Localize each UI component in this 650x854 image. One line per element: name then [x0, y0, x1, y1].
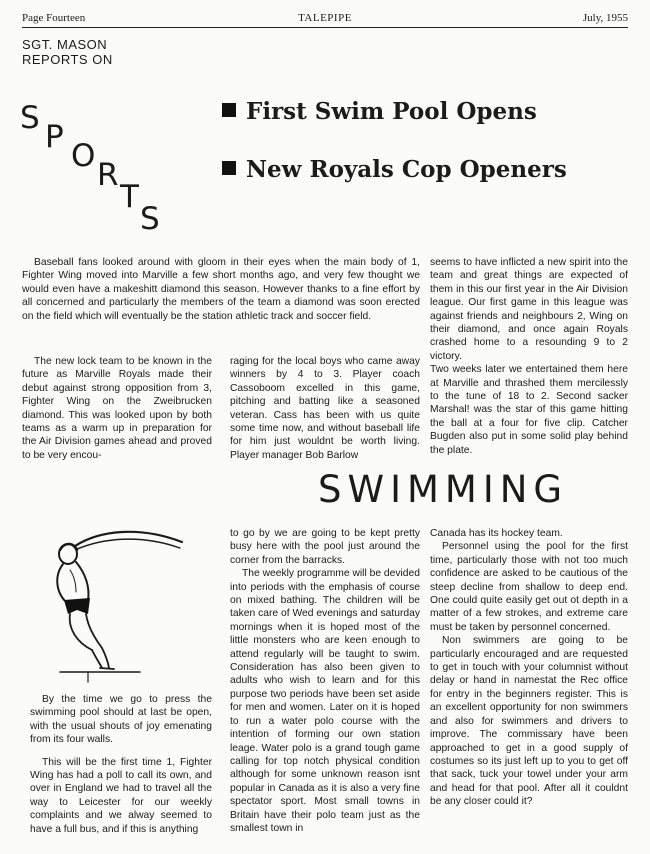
sports-letter: S	[140, 201, 160, 237]
swimming-column-2	[230, 527, 420, 844]
swimming-column-1	[30, 693, 212, 845]
sports-letter: R	[97, 157, 119, 193]
issue-date: July, 1955	[582, 12, 628, 24]
headline-text: New Royals Cop Openers	[246, 156, 567, 183]
paragraph: Canada has its hockey team.	[430, 528, 563, 539]
baseball-column-1	[22, 355, 212, 471]
intro-article	[22, 256, 420, 332]
square-bullet-icon	[222, 161, 236, 175]
headline-text: First Swim Pool Opens	[246, 98, 537, 125]
byline-line: REPORTS ON	[22, 52, 113, 67]
paragraph: By the time we go to press the swimming pool should at last be open, with the usual shouts of joy emenating from its four walls.	[30, 694, 212, 746]
paragraph: Personnel using the pool for the first time, particularly those with not too much confidence are asked to be cautious of the steep decline from shallow to deep end. One could quite easily get out ot depth in a matter of a few strokes, and extreme care must be taken by personnel concerned.	[430, 541, 628, 633]
swimming-column-3	[430, 527, 628, 818]
sports-letter: T	[120, 179, 139, 215]
section-title: SWIMMING	[318, 468, 569, 511]
headline	[222, 98, 537, 125]
paragraph: Two weeks later we entertained them here at Marville and thrashed them mercilessly to the tune of 18 to 2. Second sacker Marshal! was the star of this game hitting the ball at a four for five clip. Catcher Bugden also put in some solid play behind the plate.	[430, 364, 628, 456]
diver-illustration	[30, 518, 190, 683]
paragraph: raging for the local boys who came away winners by 4 to 3. Player coach Cassoboom excelled in this game, pitching and batting like a seasoned veteran. Cass has been with us quite some time now, and without baseball life for him just wouldnt be worth living. Player manager Bob Barlow	[230, 356, 420, 461]
paragraph: Baseball fans looked around with gloom in their eyes when the main body of 1, Fighter Wing moved into Marville a few short months ago, and very few thought we would even have a makeshitt diamond this season. However thanks to a fine effort by all concerned and particularly the members of the team a diamond was soon erected on the field which will eventually be the station athletic track and soccer field.	[22, 257, 420, 322]
sports-letter: O	[71, 138, 96, 174]
sports-letter: P	[45, 119, 64, 155]
paragraph: The weekly programme will be devided into periods with the emphasis of course on mixed bathing. The children will be taken care of Wed evenings and saturday mornings when it is hoped most of the little monsters who are keen enough to attend regularly will be taught to swim. Consideration has also been given to adults who wish to learn and for this purpose two periods have been set aside for men and women. Later on it is hoped to run a water polo course with the intention of forming our own station leage. Water polo is a grand tough game calling for top notch physical condition although for some unknown reason isnt popular in Canada as it is also a very fine spectator sport. Most small towns in Britain have their polo team just as the smallest town in	[230, 568, 420, 834]
page-number: Page Fourteen	[22, 12, 86, 24]
sports-letter: S	[20, 100, 40, 136]
headline	[222, 156, 567, 183]
square-bullet-icon	[222, 103, 236, 117]
byline-line: SGT. MASON	[22, 37, 108, 52]
paragraph: The new lock team to be known in the future as Marville Royals made their debut against strong opposition from 3, Fighter Wing on the Zweibrucken diamond. This was looked upon by both teams as a warm up in preparation for the Air Division games ahead and proved to be very encou-	[22, 356, 212, 461]
byline	[22, 37, 113, 67]
paragraph: This will be the first time 1, Fighter Wing has had a poll to call its own, and over in England we had to travel all the way to Leicester for our weekly complaints and we alway seemed to have a full bus, and if this is anything	[30, 756, 212, 835]
publication-name: TALEPIPE	[298, 12, 352, 24]
baseball-column-2	[230, 355, 420, 471]
header-rule	[22, 27, 628, 28]
paragraph: to go by we are going to be kept pretty busy here with the pool just around the corner from the barracks.	[230, 528, 420, 566]
baseball-column-3	[430, 256, 628, 466]
paragraph: Non swimmers are going to be particularly encouraged and are requested to get in touch with your columnist without delay or hand in namestat the Rec office for entry in the beginners register. This is an excellent opportunity for non swimmers and also for swimmers and drivers to improve. The commissary have been approached to get in a good supply of costumes so its just left up to you to get off that sack, tuck your towel under your arm and head for that pool. After all it couldnt be any closer could it?	[430, 635, 628, 808]
paragraph: seems to have inflicted a new spirit into the team and great things are expected of them in this our first year in the Air Division league. Our first game in this league was against friends and neighbours 2, Wing on their diamond, and once again Royals crashed home to a resounding 9 to 2 victory.	[430, 257, 628, 362]
